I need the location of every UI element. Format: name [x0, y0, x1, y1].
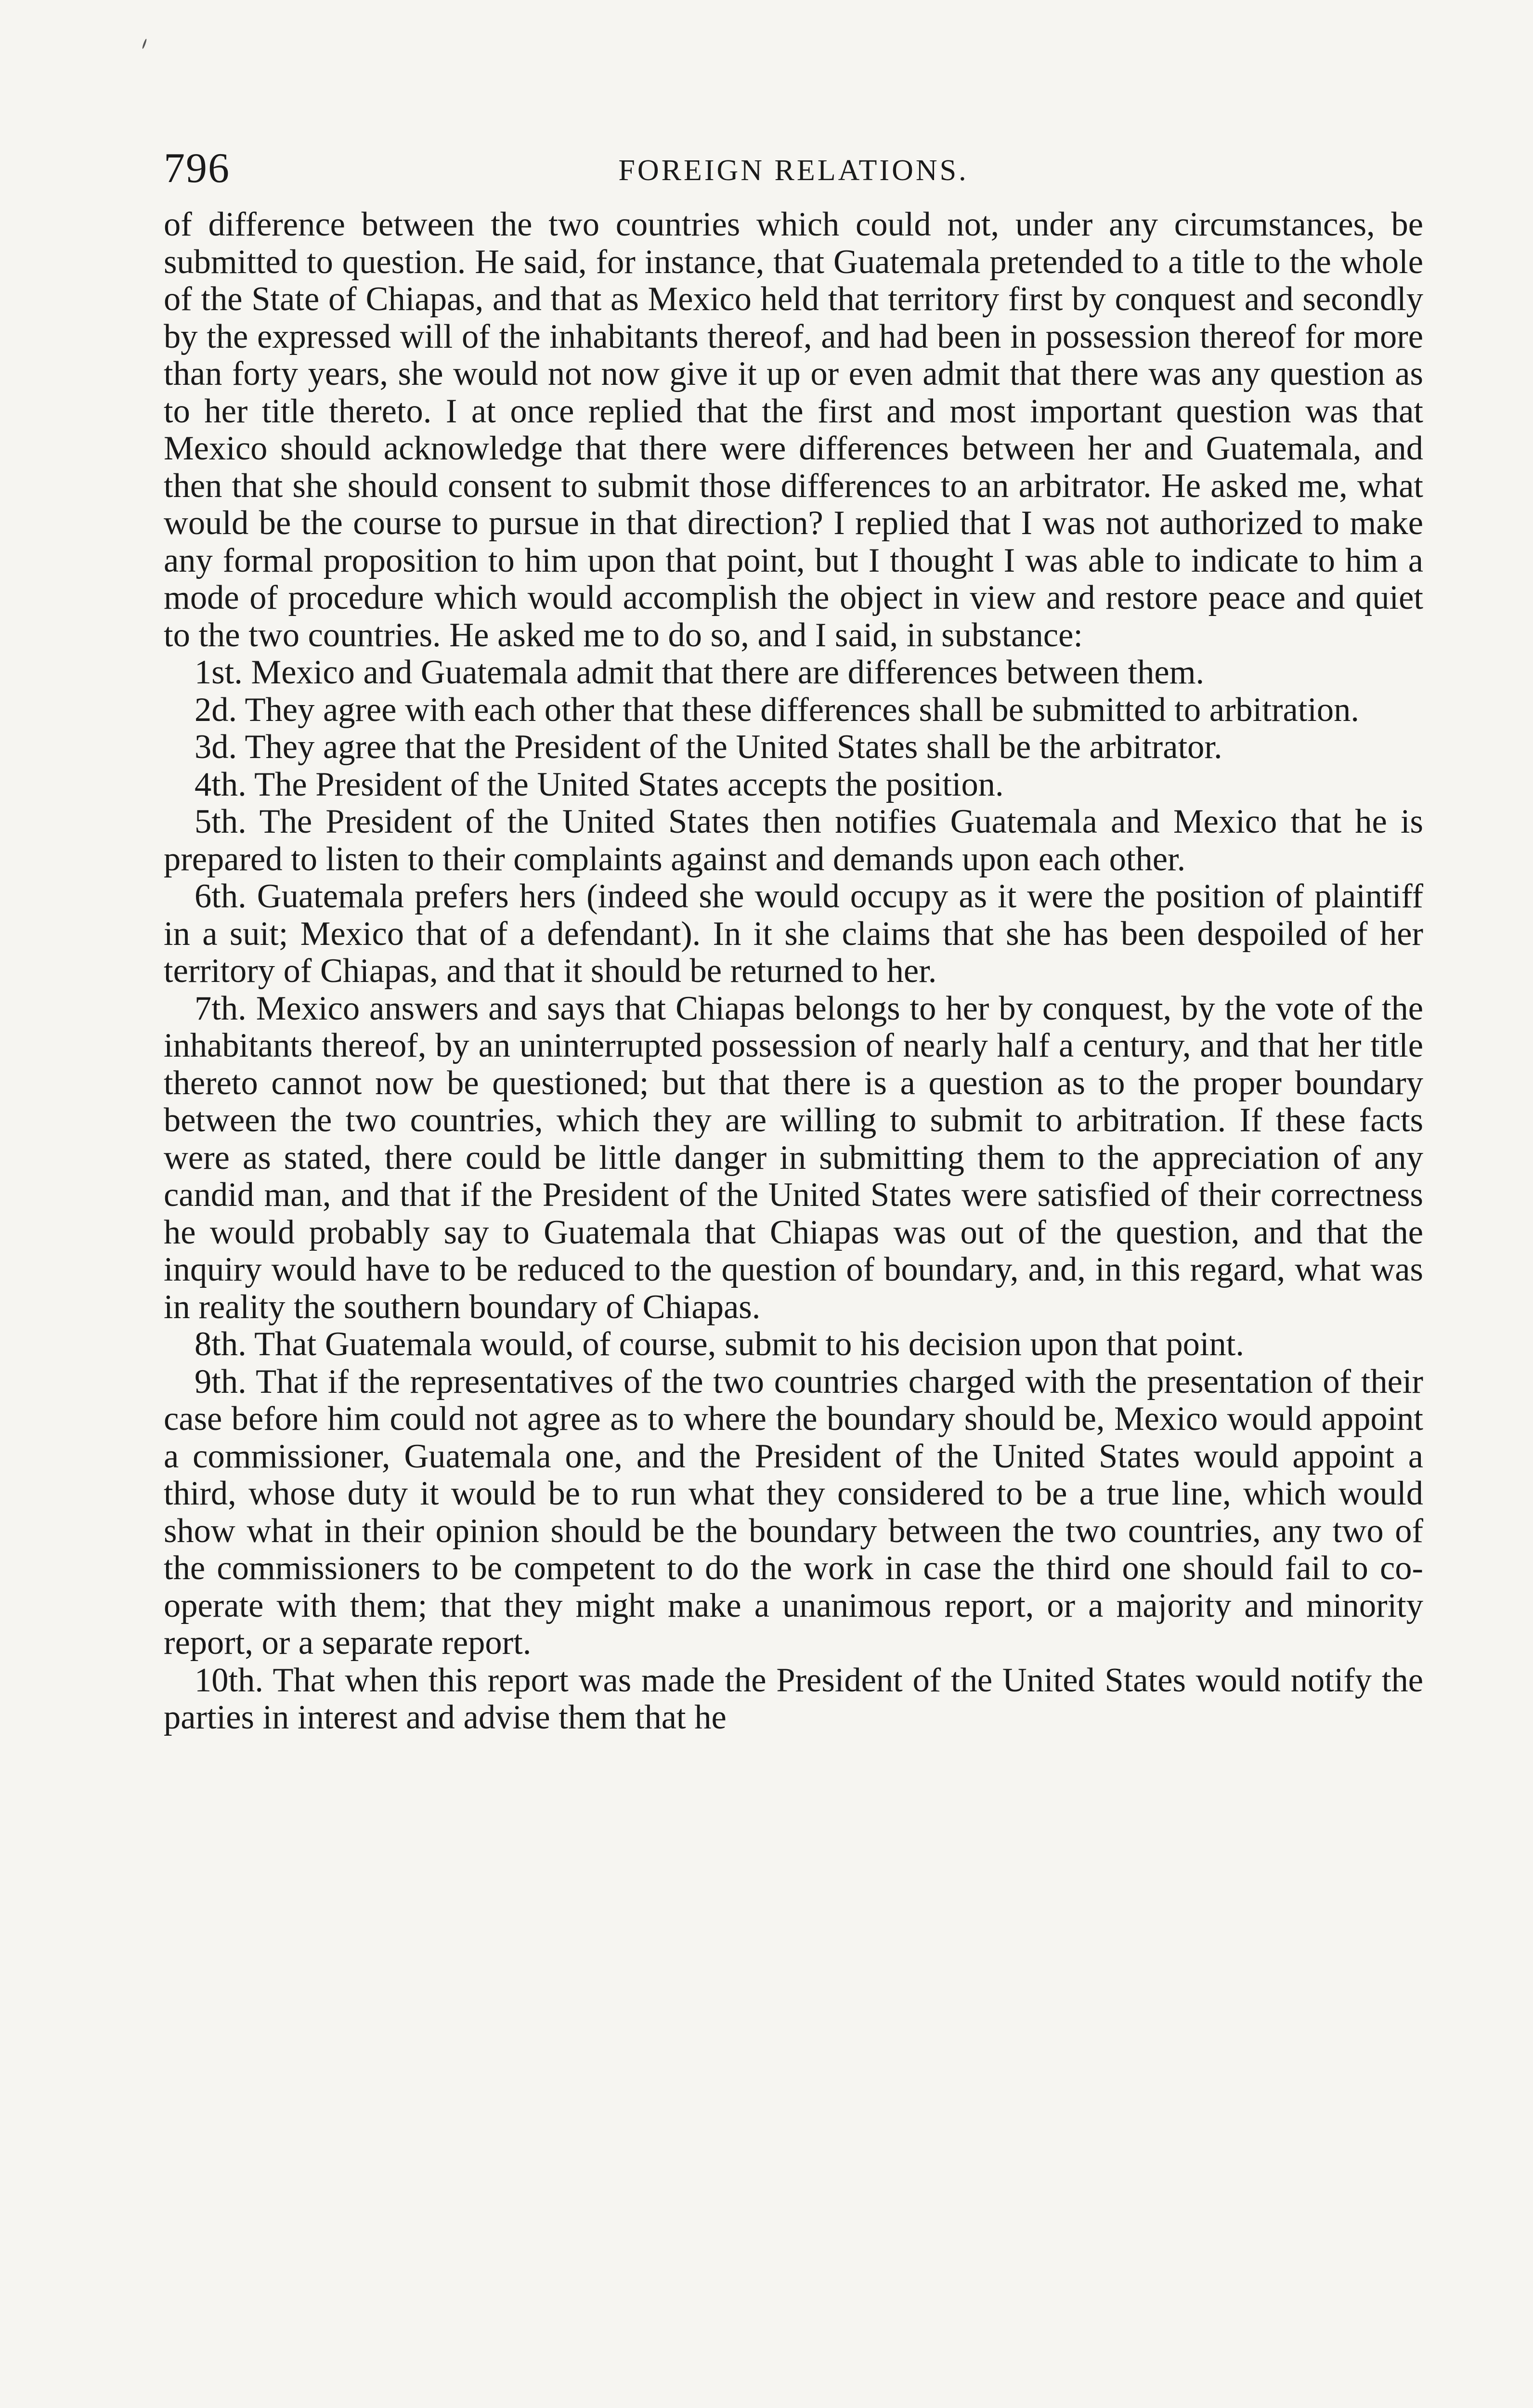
paragraph-item-9th: 9th. That if the representatives of the two countries charged with the presentation of their case before him could not agree as to where the boundary should be, Mexico would appoint a commissioner, Guatemala one, and the President of the United States would appoint a third, whose duty it would be to run what they considered to be a true line, which would show what in their opinion should be the boundary between the two countries, any two of the commissioners to be competent to do the work in case the third one should fail to co-operate with them; that they might make a unanimous report, or a majority and minority report, or a separate report.: [164, 1362, 1423, 1662]
paragraph-item-5th: 5th. The President of the United States then notifies Guatemala and Mexico that he is prepared to listen to their complaints against and demands upon each other.: [164, 803, 1423, 878]
paragraph-item-4th: 4th. The President of the United States accepts the position.: [195, 765, 1004, 803]
ink-speck: [142, 39, 147, 49]
paragraph-item-2d: 2d. They agree with each other that these differences shall be submitted to arbitration.: [195, 691, 1360, 729]
paragraph-item-7th: 7th. Mexico answers and says that Chiapas belongs to her by conquest, by the vote of the inhabitants thereof, by an uninterrupted possession of nearly half a century, and that her title thereto cannot now be questioned; but that there is a question as to the proper boundary between the two countries, which they are willing to submit to arbitration. If these facts were as stated, there could be little danger in submitting them to the appreciation of any candid man, and that if the President of the United States were satisfied of their correctness he would probably say to Guatemala that Chiapas was out of the question, and that the inquiry would have to be reduced to the question of boundary, and, in this regard, what was in reality the southern boundary of Chiapas.: [164, 989, 1423, 1326]
document-page: [164, 144, 1423, 1737]
body-text: [164, 206, 1423, 1737]
paragraph-continuation: of difference between the two countries which could not, under any circumstances, be submitted to question. He said, for instance, that Guatemala pretended to a title to the whole of the State of Chiapas, and that as Mexico held that territory first by conquest and secondly by the expressed will of the inhabitants thereof, and had been in possession thereof for more than forty years, she would not now give it up or even admit that there was any question as to her title thereto. I at once replied that the first and most important question was that Mexico should acknowledge that there were differences between her and Guatemala, and then that she should consent to submit those differences to an arbitrator. He asked me, what would be the course to pursue in that direction? I replied that I was not authorized to make any formal proposition to him upon that point, but I thought I was able to indicate to him a mode of procedure which would accomplish the object in view and restore peace and quiet to the two countries. He asked me to do so, and I said, in substance:: [164, 206, 1423, 654]
paragraph-item-6th: 6th. Guatemala prefers hers (indeed she would occupy as it were the position of plaintiff in a suit; Mexico that of a defendant). In it she claims that she has been despoiled of her territory of Chiapas, and that it should be returned to her.: [164, 877, 1423, 990]
paragraph-item-10th: 10th. That when this report was made the President of the United States would notify the parties in interest and advise them that he: [164, 1661, 1423, 1736]
running-title: FOREIGN RELATIONS.: [618, 154, 969, 187]
paragraph-item-3d: 3d. They agree that the President of the United States shall be the arbitrator.: [195, 728, 1222, 766]
paragraph-item-1st: 1st. Mexico and Guatemala admit that there are differences between them.: [195, 654, 1205, 691]
page-number: 796: [164, 145, 230, 192]
paragraph-item-8th: 8th. That Guatemala would, of course, submit to his decision upon that point.: [195, 1325, 1244, 1363]
running-head: [164, 144, 1423, 202]
